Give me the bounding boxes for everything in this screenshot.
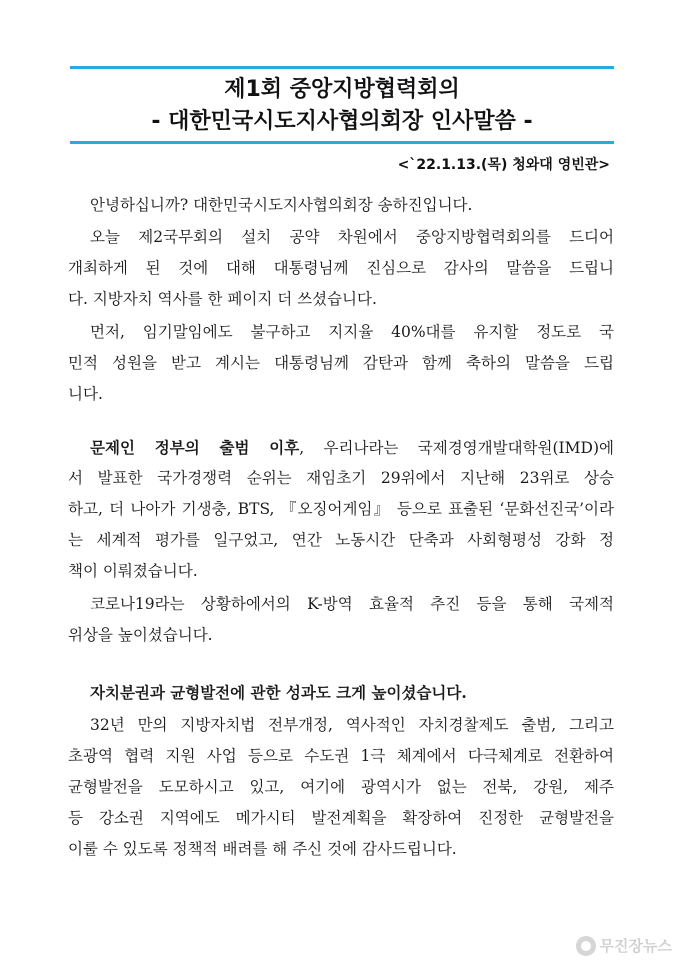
paragraph-covid <box>68 589 614 651</box>
text-line: 균형발전을 도모하시고 있고, 여기에 광역시가 없는 전북, 강원, 제주 <box>68 778 614 796</box>
text-line: 민적 성원을 받고 계시는 대통령님께 감탄과 함께 축하의 말씀을 드립 <box>68 354 614 372</box>
text-line: 초광역 협력 지원 사업 등으로 수도권 1극 체계에서 다극체계로 전환하여 <box>68 747 614 765</box>
lead-rest: , 우리나라는 국제경영개발대학원(IMD)에 <box>299 439 614 457</box>
text-line: 하고, 더 나아가 기생충, BTS, 『오징어게임』 등으로 표출된 ‘문화선진국’이라 <box>68 500 614 518</box>
text-line: 서 발표한 국가경쟁력 순위는 재임초기 29위에서 지난해 23위로 상승 <box>68 469 614 487</box>
paragraph-decentralization <box>68 710 614 865</box>
text-line: 는 세계적 평가를 일구었고, 연간 노동시간 단축과 사회형평성 강화 정 <box>68 531 614 549</box>
text-line <box>68 432 614 463</box>
paragraph-greeting <box>68 190 614 221</box>
text-line: 책이 이뤄졌습니다. <box>68 562 198 580</box>
document-title: 제1회 중앙지방협력회의 <box>224 77 460 102</box>
text-line: 안녕하십니까? 대한민국시도지사협의회장 송하진입니다. <box>90 196 473 214</box>
paragraph-congratulations <box>68 317 614 410</box>
watermark <box>576 935 672 956</box>
paragraph-thanks <box>68 222 614 315</box>
text-line: 위상을 높이셨습니다. <box>68 626 213 644</box>
header-rule-bottom <box>70 141 614 144</box>
dateline: <`22.1.13.(목) 청와대 영빈관> <box>397 157 610 173</box>
watermark-logo-icon <box>576 936 596 956</box>
header-rule-top <box>70 66 614 69</box>
text-line: 개최하게 된 것에 대해 대통령님께 진심으로 감사의 말씀을 드립니 <box>68 259 614 277</box>
text-line: 니다. <box>68 385 103 403</box>
text-line: 등 강소권 지역에도 메가시티 발전계획을 확장하여 진정한 균형발전을 <box>68 809 614 827</box>
text-line: 이룰 수 있도록 정책적 배려를 해 주신 것에 감사드립니다. <box>68 840 457 858</box>
section-heading: 자치분권과 균형발전에 관한 성과도 크게 높이셨습니다. <box>90 683 467 702</box>
text-line: 먼저, 임기말임에도 불구하고 지지율 40%대를 유지할 정도로 국 <box>90 323 614 341</box>
text-line: 오늘 제2국무회의 설치 공약 차원에서 중앙지방협력회의를 드디어 <box>90 228 614 246</box>
text-line: 코로나19라는 상황하에서의 K-방역 효율적 추진 등을 통해 국제적 <box>90 595 614 613</box>
text-line: 32년 만의 지방자치법 전부개정, 역사적인 자치경찰제도 출범, 그리고 <box>90 716 614 734</box>
paragraph-heading <box>68 677 614 708</box>
paragraph-achievements <box>68 432 614 587</box>
document-subtitle: - 대한민국시도지사협의회장 인사말씀 - <box>151 109 533 134</box>
text-line: 다. 지방자치 역사를 한 페이지 더 쓰셨습니다. <box>68 290 377 308</box>
watermark-text: 무진장뉴스 <box>599 937 672 955</box>
bold-lead: 문제인 정부의 출범 이후 <box>90 438 300 457</box>
